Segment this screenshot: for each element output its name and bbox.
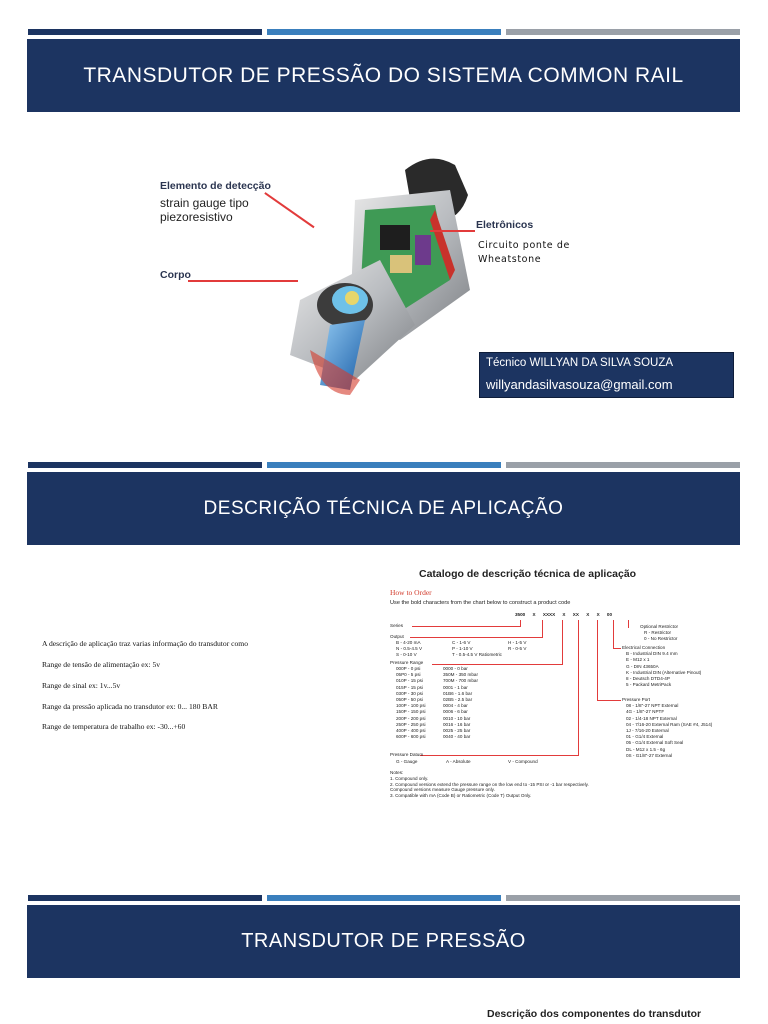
output-item: N - 0.5-4.5 V — [396, 646, 423, 652]
code-part: 3500 — [515, 612, 526, 617]
top-stripe-gray — [506, 29, 740, 35]
pointer-line-corpo — [188, 280, 298, 282]
port-title: Pressure Port — [622, 697, 651, 702]
catalog-output-col2 — [452, 640, 502, 659]
code-part: X — [586, 612, 590, 617]
catalog-port — [622, 697, 712, 759]
range-item: 350M - 350 mbar — [443, 672, 478, 678]
slide2-title: DESCRIÇÃO TÉCNICA DE APLICAÇÃO — [203, 497, 564, 519]
catalog-how-to-order: How to Order — [390, 588, 432, 597]
output-item: T - 0.5-4.5 V Ratiometric — [452, 652, 502, 658]
catalog-vert-4 — [578, 620, 579, 756]
code-part: XX — [572, 612, 579, 617]
desc-line-1: A descrição de aplicação traz varias informação do transdutor como — [42, 639, 248, 648]
port-item: DL - M12 x 1.5 - 6g — [626, 746, 666, 752]
catalog-line-range — [432, 664, 562, 665]
code-part: X — [532, 612, 536, 617]
port-item: 4G - 1/8"-27 NPTF — [626, 709, 665, 715]
range-item: 0016 - 16 bar — [443, 721, 471, 727]
catalog-restrictor — [640, 624, 678, 643]
label-eletronicos: Eletrônicos — [476, 219, 534, 231]
port-item: 01 - G1/4 External — [626, 734, 664, 740]
port-item: 0S - G1/8"-27 External — [626, 752, 673, 758]
top-stripe-navy — [28, 29, 262, 35]
label-elemento: Elemento de detecção — [160, 180, 271, 192]
catalog-code — [515, 612, 612, 618]
elec-title: Electrical Connection — [622, 645, 666, 650]
slide3-title: TRANSDUTOR DE PRESSÃO — [241, 930, 526, 952]
note-line: 2. Compound versions extend the pressure range on the low end to -15 PSI or -1 bar respectively. — [390, 781, 589, 787]
range-item: 015P - 15 psi — [396, 684, 423, 690]
slide2-stripe-navy — [28, 462, 262, 468]
range-item: 0025 - 25 bar — [443, 728, 471, 734]
range-item: 000P - 0 psi — [396, 666, 421, 671]
catalog-line-elec — [613, 648, 621, 649]
label-circuito-line1: Circuito ponte de — [478, 240, 570, 251]
catalog-datum-3: V - Compound — [508, 759, 538, 764]
catalog-line-datum — [420, 755, 578, 756]
label-piezo: piezoresistivo — [160, 210, 233, 224]
catalog-output-col1 — [396, 640, 422, 659]
slide1-title: TRANSDUTOR DE PRESSÃO DO SISTEMA COMMON RAIL — [83, 63, 684, 87]
catalog-vert-3 — [562, 620, 563, 665]
technician-name: Técnico WILLYAN DA SILVA SOUZA — [486, 357, 674, 369]
label-corpo: Corpo — [160, 269, 191, 281]
note-line: Notes: — [390, 770, 404, 775]
elec-item: G - DIN 43650A — [626, 663, 659, 669]
slide2-stripe-gray — [506, 462, 740, 468]
slide3-stripe-gray — [506, 895, 740, 901]
note-line: Compound versions measure Gauge pressure only. — [390, 787, 495, 793]
catalog-vert-6 — [613, 620, 614, 648]
port-item: 08 - 1/8"-27 NPT External — [626, 703, 679, 709]
port-item: 05 - G1/4 External Soft Seal — [626, 740, 684, 746]
slide1-title-banner — [27, 39, 740, 112]
range-item: 05P0 - 5 psi — [396, 672, 421, 678]
output-item: C - 1-6 V — [452, 640, 471, 645]
slide2-title-banner — [27, 472, 740, 545]
slide3-subtitle: Descrição dos componentes do transdutor — [487, 1008, 702, 1020]
range-item: 0010 - 10 bar — [443, 715, 471, 721]
catalog-line-series — [412, 626, 520, 627]
desc-line-3: Range de sinal ex: 1v...5v — [42, 681, 121, 690]
range-item: 050P - 50 psi — [396, 697, 423, 703]
catalog-heading: Catalogo de descrição técnica de aplicação — [419, 568, 637, 580]
code-part: X — [596, 612, 600, 617]
range-item: 700M - 700 mbar — [443, 678, 478, 684]
note-line: 1. Compound only. — [390, 775, 429, 781]
range-item: 01B6 - 1.6 bar — [443, 690, 473, 696]
range-item: 0004 - 4 bar — [443, 703, 468, 709]
pointer-line-eletronicos — [430, 230, 475, 232]
slide3-stripe-blue — [267, 895, 501, 901]
catalog-datum-title: Pressure Datum — [390, 752, 424, 757]
catalog-vert-2 — [542, 620, 543, 638]
catalog-series-label: Series — [390, 623, 404, 628]
range-item: 250P - 250 psi — [396, 721, 426, 727]
note-line: 3. Compatible with mA (Code B) or Ratiometric (Code T) Output Only. — [390, 793, 532, 799]
catalog-vert-1 — [520, 620, 521, 627]
slide3-title-banner — [27, 905, 740, 978]
catalog-line-output — [410, 637, 542, 638]
range-item: 030P - 30 psi — [396, 690, 423, 696]
catalog-line-port — [597, 700, 621, 701]
catalog-electrical — [622, 645, 701, 688]
desc-line-2: Range de tensão de alimentação ex: 5v — [42, 660, 161, 669]
catalog-range-col2 — [443, 666, 478, 740]
range-item: 0040 - 40 bar — [443, 734, 471, 740]
slide2-stripe-blue — [267, 462, 501, 468]
restrictor-item: 0 - No Restrictor — [644, 636, 678, 642]
code-part: 00 — [606, 612, 613, 617]
output-item: P - 1-10 V — [452, 646, 473, 652]
top-stripe-blue — [267, 29, 501, 35]
code-part: XXXX — [542, 612, 556, 617]
range-item: 0006 - 6 bar — [443, 709, 468, 715]
range-item: 150P - 150 psi — [396, 709, 426, 715]
catalog-output-title: Output — [390, 634, 404, 639]
desc-line-4: Range da pressão aplicada no transdutor ex: 0... 180 BAR — [42, 702, 218, 711]
restrictor-title: Optional Restrictor — [640, 624, 679, 629]
range-item: 0000 - 0 bar — [443, 666, 468, 671]
range-item: 02B5 - 2.5 bar — [443, 697, 473, 703]
output-item: S - 0-10 V — [396, 652, 417, 658]
range-item: 010P - 15 psi — [396, 678, 423, 684]
label-circuito-line2: Wheatstone — [478, 254, 542, 265]
technician-email[interactable]: willyandasilvasouza@gmail.com — [486, 377, 673, 392]
catalog-range-col1 — [396, 666, 426, 740]
output-item: H - 1-5 V — [508, 640, 527, 645]
catalog-vert-7 — [628, 620, 629, 628]
elec-item: 5 - Packard MetriPack — [626, 682, 672, 688]
elec-item: 8 - Deutsch DTD4-4P — [626, 676, 670, 682]
catalog-vert-5 — [597, 620, 598, 700]
code-part: X — [562, 612, 566, 617]
catalog-output-col3 — [508, 640, 526, 652]
range-item: 100P - 100 psi — [396, 703, 426, 709]
catalog-datum-1: G - Gauge — [396, 759, 418, 764]
elec-item: B - Industrial DIN 9.4 mm — [626, 651, 678, 657]
restrictor-item: R - Restrictor — [644, 630, 672, 636]
range-item: 200P - 200 psi — [396, 715, 426, 721]
slide3-stripe-navy — [28, 895, 262, 901]
port-item: 02 - 1/4-18 NPT External — [626, 715, 677, 721]
elec-item: E - M12 x 1 — [626, 657, 650, 663]
output-item: R - 0-5 V — [508, 646, 527, 652]
elec-item: K - Industrial DIN (Alternative Pinout) — [626, 669, 702, 675]
desc-line-5: Range de temperatura de trabalho ex: -30...+60 — [42, 722, 186, 731]
range-item: 0001 - 1 bar — [443, 684, 468, 690]
range-item: 400P - 400 psi — [396, 728, 426, 734]
catalog-instruction: Use the bold characters from the chart below to construct a product code — [390, 600, 571, 606]
output-item: B - 4-20 mA — [396, 640, 421, 645]
port-item: 04 - 7/16-20 External Ram (SAE #4, J514) — [626, 721, 713, 727]
label-strain: strain gauge tipo — [160, 196, 249, 210]
technician-info-box — [479, 352, 734, 398]
catalog-notes — [390, 770, 589, 799]
catalog-range-title: Pressure Range — [390, 660, 424, 665]
range-item: 600P - 600 psi — [396, 734, 426, 740]
catalog-datum-2: A - Absolute — [446, 759, 471, 764]
port-item: 1J - 7/16-20 External — [626, 728, 669, 734]
